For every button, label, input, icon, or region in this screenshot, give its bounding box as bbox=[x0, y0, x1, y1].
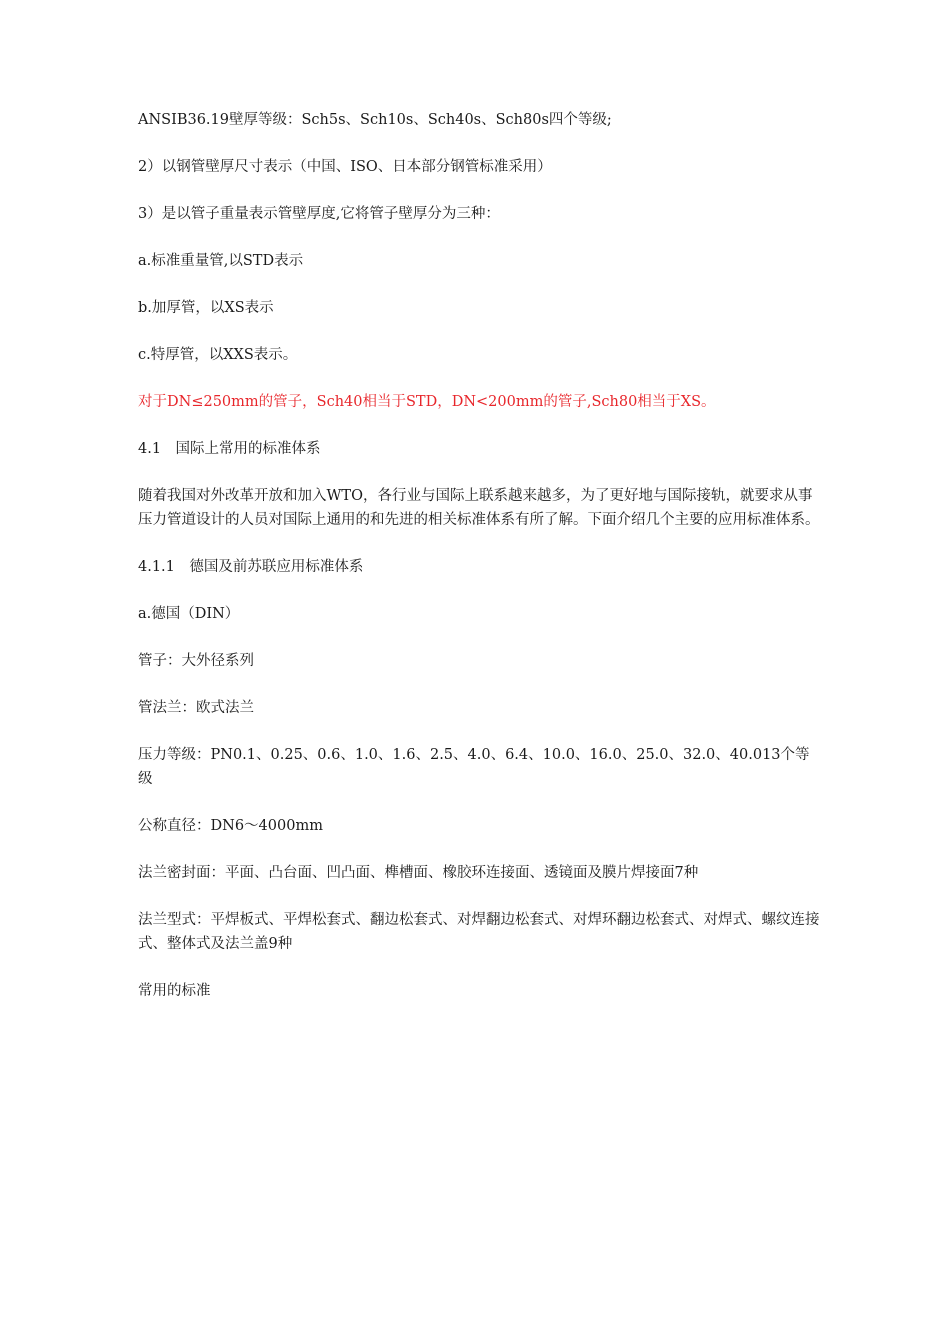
section-heading-4-1-1: 4.1.1 德国及前苏联应用标准体系 bbox=[138, 559, 364, 575]
paragraph-pipe-flange: 管法兰：欧式法兰 bbox=[138, 700, 254, 716]
paragraph-wall-size-method: 2）以钢管壁厚尺寸表示（中国、ISO、日本部分钢管标准采用） bbox=[138, 159, 552, 175]
paragraph-common-standards: 常用的标准 bbox=[138, 983, 211, 999]
section-heading-4-1: 4.1 国际上常用的标准体系 bbox=[138, 441, 321, 457]
paragraph-intro: 随着我国对外改革开放和加入WTO，各行业与国际上联系越来越多，为了更好地与国际接轨，就要求从事压力管道设计的人员对国际上通用的和先进的相关标准体系有所了解。下面介绍几个主要的应用标准体系。 bbox=[138, 488, 820, 528]
paragraph-sch-equivalence-note: 对于DN≤250mm的管子，Sch40相当于STD，DN<200mm的管子,Sch80相当于XS。 bbox=[138, 394, 716, 410]
paragraph-pipe-series: 管子：大外径系列 bbox=[138, 653, 254, 669]
paragraph-weight-method: 3）是以管子重量表示管壁厚度,它将管子壁厚分为三种： bbox=[138, 206, 500, 222]
paragraph-xxs: c.特厚管，以XXS表示。 bbox=[138, 347, 298, 363]
paragraph-nominal-diameter: 公称直径：DN6～4000mm bbox=[138, 818, 323, 834]
document-body bbox=[138, 108, 822, 1026]
paragraph-ansi-wall-thickness: ANSIB36.19壁厚等级：Sch5s、Sch10s、Sch40s、Sch80s四个等级; bbox=[138, 112, 612, 128]
paragraph-flange-types: 法兰型式：平焊板式、平焊松套式、翻边松套式、对焊翻边松套式、对焊环翻边松套式、对焊式、螺纹连接式、整体式及法兰盖9种 bbox=[138, 912, 820, 952]
paragraph-germany-din: a.德国（DIN） bbox=[138, 606, 240, 622]
paragraph-pressure-ratings: 压力等级：PN0.1、0.25、0.6、1.0、1.6、2.5、4.0、6.4、10.0、16.0、25.0、32.0、40.013个等级 bbox=[138, 747, 810, 787]
paragraph-xs: b.加厚管，以XS表示 bbox=[138, 300, 274, 316]
paragraph-std: a.标准重量管,以STD表示 bbox=[138, 253, 304, 269]
paragraph-sealing-faces: 法兰密封面：平面、凸台面、凹凸面、榫槽面、橡胶环连接面、透镜面及膜片焊接面7种 bbox=[138, 865, 699, 881]
